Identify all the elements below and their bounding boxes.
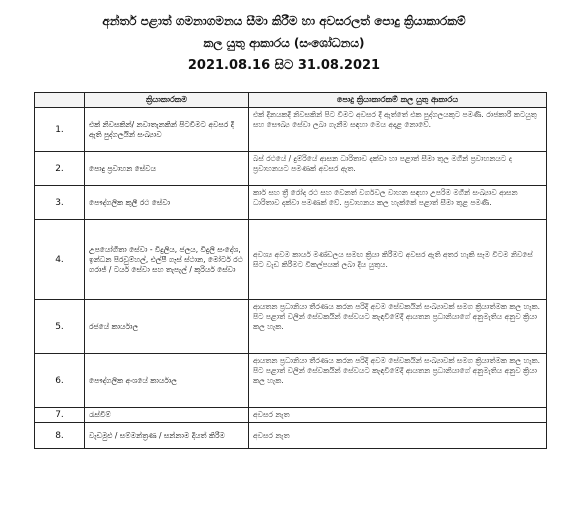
row-activity: රැස්වීම් — [85, 408, 249, 423]
row-method: අවශ්‍ය අවම කාර්ය මණ්ඩලය සමඟ ක්‍රියා කිරීමට අවසර ඇති අතර හැකි සෑම විටම නිවසේ සිට වැඩ කිරීමට විකල්පයක් ලබා දිය යුතුය. — [249, 220, 547, 300]
table-header-row — [35, 93, 547, 108]
table-row — [35, 152, 547, 186]
table-row — [35, 186, 547, 220]
table-row — [35, 423, 547, 449]
row-activity: වැඩමුළු / සම්මන්ත්‍රණ / සන්නාම දියත් කිරීම — [85, 423, 249, 449]
row-number: 4. — [35, 220, 85, 300]
row-method: බස් රථයේ / දුම්රියේ ආසන ධාරිතාව දක්වා හා පළාත් සීමා තුල මගීන් ප්‍රවාහනයට ද ප්‍රවාහනයට පමණක් අවසර ඇත. — [249, 152, 547, 186]
row-method: කාර් සහ ත්‍රී රෝද රථ සහ වෙනත් වර්ගවල වාහන සඳහා උපරිම මගීන් සංඛ්‍යාව ආසන ධාරිතාව දක්වා පමණක් වේ. ප්‍රවාහනය කල හැක්කේ පළාත් සීමා තුළ පමණි. — [249, 186, 547, 220]
row-number: 1. — [35, 108, 85, 152]
row-number: 8. — [35, 423, 85, 449]
heading-line-2: කල යුතු ආකාරය (සංශෝධනය) — [203, 36, 365, 50]
row-number: 2. — [35, 152, 85, 186]
header-number — [35, 93, 85, 108]
row-activity: රජයේ කාර්යාල — [85, 300, 249, 354]
activities-table — [34, 92, 547, 449]
row-number: 7. — [35, 408, 85, 423]
row-number: 6. — [35, 354, 85, 408]
row-number: 3. — [35, 186, 85, 220]
row-activity: පෞද්ගලික අංශයේ කාර්යාල — [85, 354, 249, 408]
row-method: අවසර නැත — [249, 408, 547, 423]
heading-date-range: 2021.08.16 සිට 31.08.2021 — [187, 58, 381, 73]
header-activity: ක්‍රියාකාරකම — [85, 93, 249, 108]
row-number: 5. — [35, 300, 85, 354]
table-row — [35, 354, 547, 408]
table-row — [35, 220, 547, 300]
row-activity: උපයෝගිතා සේවා - විදුලිය, ජලය, විදුලි සංදේශ, ඉන්ධන පිරවුම්හල්, එල්පී ගෑස් ස්ථාන, මෝටර් රථ ගරාජ් / ටයර් සේවා සහ තැපැල් / කුරියර් සේවා — [85, 220, 249, 300]
heading-line-1: අන්තර් පළාත් ගමනාගමනය සීමා කිරීම හා අවසරලත් පොදු ක්‍රියාකාරකම් — [102, 14, 466, 28]
table-row — [35, 408, 547, 423]
row-method: ආයතන ප්‍රධානියා තීරණය කරන පරිදි අවම සේවකයින් සංඛ්‍යාවක් සමග ක්‍රියාත්මක කල හැක. පිට පළාත් වලින් සේවකයින් සේවයට කැඳවීමේදී ආයතන ප්‍රධානියාගේ අනුමැතිය අනුව ක්‍රියා කල හැක. — [249, 300, 547, 354]
row-method: ආයතන ප්‍රධානියා තීරණය කරන පරිදි අවම සේවකයින් සංඛ්‍යාවක් සමග ක්‍රියාත්මක කල හැක. පිට පළාත් වලින් සේවකයින් සේවයට කැඳවීමේදී ආයතන ප්‍රධානියාගේ අනුමැතිය අනුව ක්‍රියා කල හැක. — [249, 354, 547, 408]
row-method: එක් දිනයකදී නිවසකින් පිට වීමට අවසර දී ඇත්තේ එක පුද්ගලයකුට පමණි. රාජකාරී කටයුතු සහ සෞඛ්‍ය සේවා ලබා ගැනීම සඳහා මෙය අදාළ නොවේ. — [249, 108, 547, 152]
row-activity: එක් නිවසකින්/ නවාතැනකින් පිටවීමට අවසර දී ඇති පුද්ගලයින් සංඛ්‍යාව — [85, 108, 249, 152]
table-row — [35, 300, 547, 354]
row-activity: පෞද්ගලික කුලී රථ සේවා — [85, 186, 249, 220]
row-method: අවසර නැත — [249, 423, 547, 449]
header-method: පොදු ක්‍රියාකාරකම් කල යුතු ආකාරය — [249, 93, 547, 108]
table-row — [35, 108, 547, 152]
row-activity: පොදු ප්‍රවාහන සේවය — [85, 152, 249, 186]
